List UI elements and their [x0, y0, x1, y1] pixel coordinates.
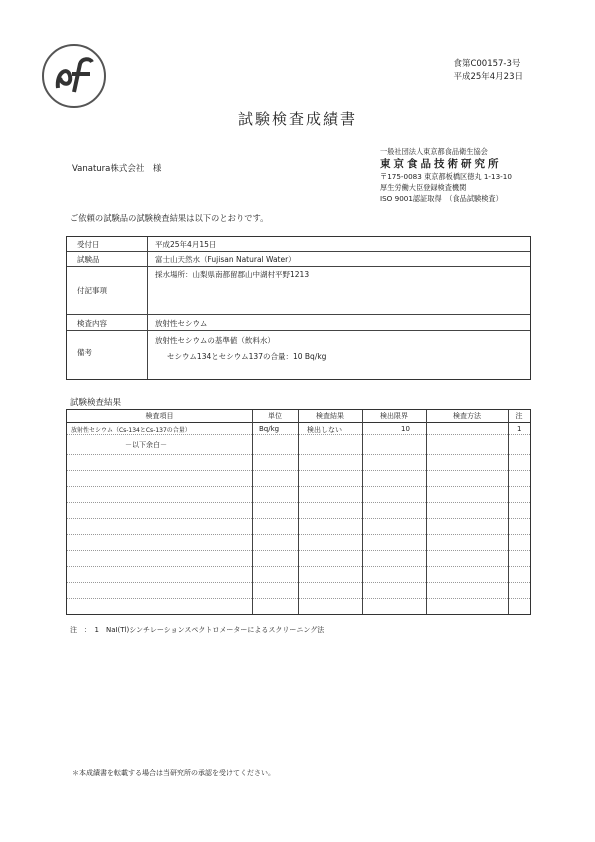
info-row-sample [67, 252, 530, 267]
remarks-label: 備考 [77, 348, 92, 357]
organization-address: 〒175-0083 東京都板橋区徳丸 1-13-10 [380, 172, 512, 181]
header-item: 検査項目 [145, 412, 174, 420]
document-date: 平成25年4月23日 [453, 72, 523, 82]
sample-label: 試験品 [77, 255, 100, 264]
col-divider [362, 410, 363, 614]
results-section-title: 試験検査結果 [70, 398, 122, 408]
info-row-notes [67, 267, 530, 315]
result-note: 1 [517, 425, 522, 433]
results-table [66, 409, 531, 615]
info-row-inspection [67, 315, 530, 331]
row-line [67, 470, 530, 471]
organization-name: 東京食品技術研究所 [380, 158, 502, 170]
info-row-remarks [67, 331, 530, 378]
received-value: 平成25年4月15日 [155, 240, 217, 249]
row-line [67, 454, 530, 455]
col-divider [298, 410, 299, 614]
col-divider [252, 410, 253, 614]
received-label: 受付日 [77, 240, 100, 249]
footnote: 注 ： 1 NaI(Tl)シンチレーションスペクトロメーターによるスクリーニング法 [70, 626, 325, 634]
document-number: 食第C00157-3号 [453, 59, 521, 69]
row-line [67, 534, 530, 535]
row-line [67, 550, 530, 551]
row-line [67, 582, 530, 583]
inspection-value: 放射性セシウム [155, 319, 208, 328]
organization-block [380, 146, 512, 204]
remarks-line-2: セシウム134とセシウム137の合量：10 Bq/kg [167, 352, 327, 361]
row-line [67, 598, 530, 599]
col-divider [508, 410, 509, 614]
info-row-received [67, 237, 530, 252]
notes-label: 付記事項 [77, 286, 107, 295]
header-note: 注 [515, 412, 523, 420]
organization-designation: 厚生労働大臣登録検査機関 [380, 183, 467, 192]
header-unit: 単位 [268, 412, 282, 420]
header-limit: 検出限界 [380, 412, 408, 420]
col-divider [426, 410, 427, 614]
header-method: 検査方法 [453, 412, 481, 420]
inspection-label: 検査内容 [77, 319, 107, 328]
customer-name: Vanatura株式会社 様 [72, 164, 162, 174]
row-line [67, 486, 530, 487]
result-unit: Bq/kg [259, 425, 280, 433]
remarks-line-1: 放射性セシウムの基準値（飲料水） [155, 336, 275, 345]
sample-value: 富士山天然水（Fujisan Natural Water） [155, 255, 296, 264]
organization-parent: 一般社団法人東京都食品衛生協会 [380, 147, 488, 156]
row-line [67, 502, 530, 503]
organization-iso: ISO 9001認証取得 （食品試験検査） [380, 194, 503, 203]
reproduction-notice: ＊本成績書を転載する場合は当研究所の承認を受けてください。 [72, 769, 275, 777]
row-line [67, 434, 530, 435]
row-line [67, 518, 530, 519]
header-result: 検査結果 [316, 412, 344, 420]
intro-text: ご依頼の試験品の試験検査結果は以下のとおりです。 [70, 213, 269, 223]
notes-value: 採水場所：山梨県南都留郡山中湖村平野1213 [155, 270, 310, 279]
document-header-info [453, 58, 523, 84]
page-title: 試験検査成績書 [237, 110, 357, 128]
result-limit: 10 [401, 425, 410, 433]
result-item: 放射性セシウム（Cs-134とCs-137の合量） [71, 427, 191, 434]
row-line [67, 566, 530, 567]
info-table [66, 236, 531, 380]
end-of-table-mark: －以下余白－ [125, 441, 167, 449]
institute-logo [40, 42, 108, 110]
result-value: 検出しない [307, 426, 342, 434]
